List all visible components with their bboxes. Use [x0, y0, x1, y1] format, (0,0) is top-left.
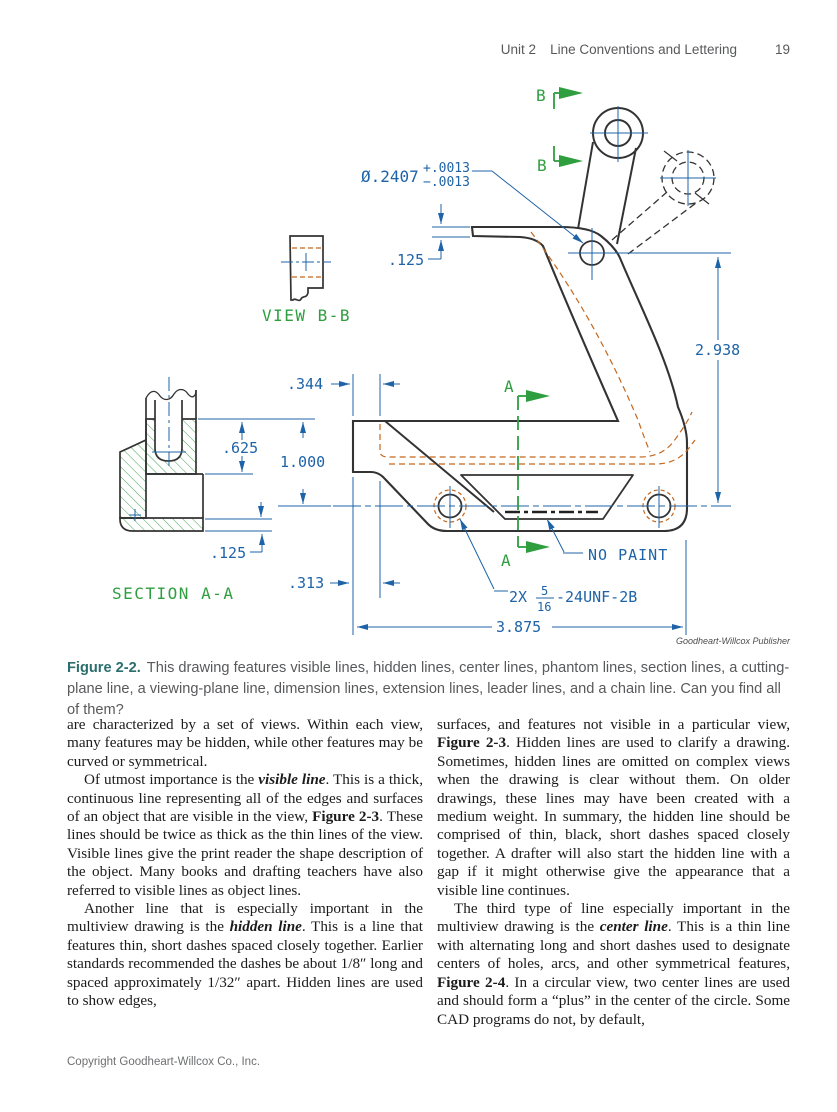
phantom-arm-line [628, 203, 696, 254]
body-term: visible line [258, 771, 326, 789]
section-aa-label: SECTION A-A [112, 584, 235, 603]
no-paint-label: NO PAINT [588, 546, 669, 564]
body-paragraph [67, 716, 423, 771]
dimension-texts [210, 161, 740, 636]
body-text: . These lines should be twice as thick as the thin lines of the view. Visible lines give the print reader the shape description of the object. Many books and drafting teachers have also referred to visible lines as object lines. [67, 808, 423, 899]
phantom-arm-line [612, 192, 667, 240]
dim-tolerance-minus: −.0013 [423, 175, 470, 190]
dim-tolerance-plus: +.0013 [423, 161, 470, 176]
page-number: 19 [774, 42, 790, 57]
body-paragraph [437, 900, 790, 1029]
body-term: Figure 2-4 [437, 973, 506, 991]
publisher-credit: Goodheart-Willcox Publisher [676, 636, 790, 646]
body-text: are characterized by a set of views. Within each view, many features may be hidden, while other features may be curved or symmetrical. [67, 716, 423, 770]
dim-width-3875: 3.875 [496, 618, 542, 636]
body-text: . Hidden lines are used to clarify a drawing. Sometimes, hidden lines are omitted on complex views when the drawing is clear without them. On older drawings, these lines may have been created with a medium weight. In summary, the hidden line should be comprised of thin, black, short dashes spaced closely together. A drafter will also start the hidden line with a gap if it might otherwise give the appearance that a visible line continues. [437, 734, 790, 899]
body-text: surfaces, and features not visible in a particular view, [437, 716, 790, 733]
body-term: Figure 2-3 [312, 808, 380, 826]
dim-base-thickness: .125 [210, 544, 247, 562]
arm-edge [617, 148, 636, 244]
figure-caption [67, 658, 793, 721]
body-text: . This is a thick, continuous line representing all of the edges and surfaces of an object that are visible in the view, [67, 771, 423, 826]
cutting-plane-arrow [526, 541, 550, 553]
section-hatch-left-wall [120, 440, 146, 518]
body-term: center line [599, 918, 668, 936]
section-a-a-view [120, 377, 203, 531]
header-title: Line Conventions and Lettering [550, 42, 737, 57]
body-text: Another line that is especially important in the multiview drawing is the [67, 900, 423, 936]
body-text: The third type of line especially important in the multiview drawing is the [437, 900, 790, 936]
body-text: . This is a thin line with alternating long and short dashes used to designate centers of holes, arcs, and other symmetrical features, [437, 918, 790, 973]
base-slope-edge [385, 421, 494, 512]
figure-caption-text: This drawing features visible lines, hidden lines, center lines, phantom lines, section lines, a cutting-plane line, a viewing-plane line, dimension lines, extension lines, leader lines, and a chain line. Can you find all of them? [67, 660, 790, 718]
thread-note-prefix: 2X [509, 588, 528, 606]
dim-offset-344: .344 [287, 375, 324, 393]
arm-edge [578, 142, 593, 229]
dim-depth-625: .625 [222, 439, 259, 457]
body-column-right [437, 716, 790, 1029]
main-outline [353, 227, 687, 531]
body-paragraph [437, 716, 790, 900]
body-term: Figure 2-3 [437, 734, 507, 752]
body-column-left [67, 716, 423, 1011]
view-bb-label: VIEW B-B [262, 306, 352, 325]
hidden-line [389, 440, 695, 464]
dimensions [198, 171, 743, 635]
cutting-plane-arrow [526, 390, 550, 402]
datum-a-top: A [504, 377, 514, 396]
section-break-line [146, 390, 196, 400]
body-term: hidden line [229, 918, 302, 936]
body-text: Of utmost importance is the [84, 771, 259, 789]
dim-height-1000: 1.000 [280, 453, 326, 471]
figure-label: Figure 2-2. [67, 660, 141, 676]
viewing-plane-arrow [559, 87, 583, 99]
body-text: . This is a line that features thin, short dashes spaced closely together. Earlier standards recommended the dashes be about 1/8″ long and spaced approximately 1/32″ apart. Hidden lines are used to show edges, [67, 918, 423, 1010]
dim-height-2938: 2.938 [695, 341, 741, 359]
dim-diameter-note: Ø.2407 [361, 167, 419, 186]
section-hatch-bottom [120, 518, 203, 531]
thread-note-numerator: 5 [541, 584, 549, 598]
copyright-notice: Copyright Goodheart-Willcox Co., Inc. [67, 1056, 261, 1068]
datum-a-bottom: A [501, 551, 511, 570]
dim-jaw-thickness: .125 [388, 251, 425, 269]
dim-offset-313: .313 [288, 574, 325, 592]
datum-b-bottom: B [537, 156, 547, 175]
body-text: . In a circular view, two center lines are used and should form a “plus” in the center of the circle. Some CAD programs do not, by default, [437, 973, 790, 1028]
thread-note-denominator: 16 [537, 600, 552, 614]
body-paragraph [67, 900, 423, 1010]
viewing-plane-arrow [559, 155, 583, 167]
view-b-b-view [281, 236, 331, 300]
thread-note-suffix: -24UNF-2B [556, 588, 638, 606]
hidden-line [380, 412, 692, 457]
datum-b-top: B [536, 86, 546, 105]
header-unit: Unit 2 [500, 42, 537, 57]
body-paragraph [67, 771, 423, 900]
